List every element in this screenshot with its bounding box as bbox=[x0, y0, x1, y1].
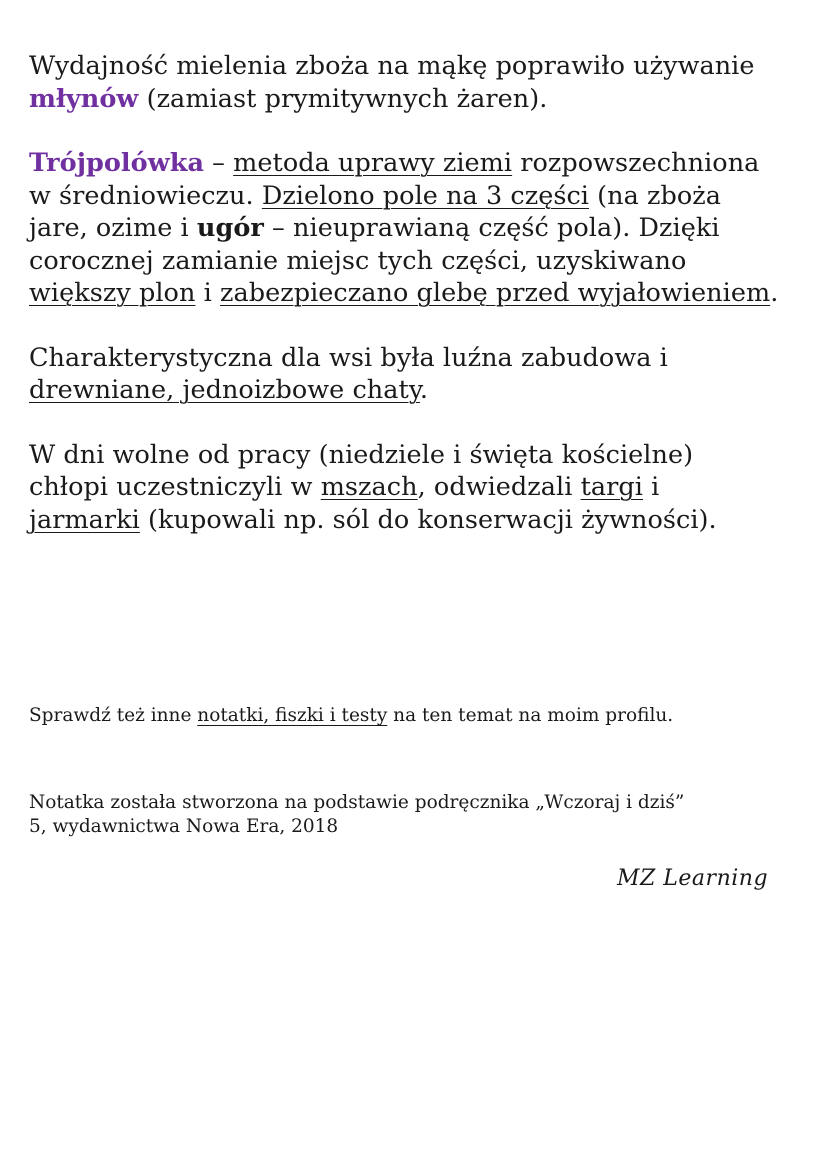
text-fragment: , odwiedzali bbox=[417, 472, 581, 502]
underlined-phrase: Dzielono pole na 3 części bbox=[261, 180, 590, 211]
term-fallow: ugór bbox=[196, 213, 264, 243]
text-fragment: i bbox=[642, 472, 660, 502]
paragraph-three-field-line-3 bbox=[29, 212, 799, 245]
text-fragment: corocznej zamianie miejsc tych części, uzyskiwano bbox=[29, 245, 687, 276]
paragraph-village bbox=[29, 342, 799, 407]
text-fragment: – nieuprawianą część pola). Dzięki bbox=[263, 213, 720, 243]
paragraph-three-field bbox=[29, 147, 799, 310]
source-note-line-1: Notatka została stworzona na podstawie podręcznika „Wczoraj i dziś” bbox=[29, 792, 685, 813]
text-fragment: jare, ozime i bbox=[29, 213, 197, 243]
text-fragment: chłopi uczestniczyli w bbox=[29, 472, 321, 502]
text-fragment: w średniowieczu. bbox=[29, 180, 262, 211]
text-fragment: (kupowali np. sól do konserwacji żywności). bbox=[139, 504, 717, 535]
underlined-phrase: jarmarki bbox=[29, 504, 140, 535]
paragraph-mills-line-1 bbox=[29, 50, 799, 83]
text-fragment: i bbox=[195, 278, 220, 308]
underlined-phrase: metoda uprawy ziemi bbox=[233, 148, 513, 178]
paragraph-three-field-line-4 bbox=[29, 245, 799, 278]
underlined-phrase: drewniane, jednoizbowe chaty bbox=[29, 375, 420, 405]
text-fragment: W dni wolne od pracy (niedziele i święta kościelne) bbox=[29, 439, 694, 470]
paragraph-village-line-1 bbox=[29, 342, 799, 375]
underlined-phrase: targi bbox=[580, 472, 643, 502]
dash: – bbox=[204, 148, 234, 178]
paragraph-free-days-line-3 bbox=[29, 504, 799, 537]
profile-note bbox=[29, 704, 673, 728]
text-fragment: Charakterystyczna dla wsi była luźna zabudowa i bbox=[29, 342, 668, 373]
underlined-phrase: większy plon bbox=[29, 278, 196, 308]
text-fragment: . bbox=[419, 375, 429, 405]
paragraph-free-days bbox=[29, 439, 799, 537]
paragraph-free-days-line-1 bbox=[29, 439, 799, 472]
paragraph-mills bbox=[29, 50, 799, 115]
term-mills: młynów bbox=[29, 83, 139, 114]
paragraph-village-line-2 bbox=[29, 374, 799, 407]
note-content bbox=[29, 50, 799, 568]
profile-note-link[interactable]: notatki, fiszki i testy bbox=[197, 705, 388, 726]
signature: MZ Learning bbox=[617, 866, 769, 891]
paragraph-mills-lead: Wydajność mielenia zboża na mąkę poprawiło używanie bbox=[29, 51, 755, 81]
paragraph-three-field-line-2 bbox=[29, 180, 799, 213]
paragraph-mills-rest: (zamiast prymitywnych żaren). bbox=[138, 83, 548, 114]
profile-note-text: Sprawdź też inne bbox=[29, 705, 198, 726]
profile-note-text: na ten temat na moim profilu. bbox=[387, 705, 674, 726]
text-fragment: (na zboża bbox=[589, 180, 722, 211]
paragraph-free-days-line-2 bbox=[29, 471, 799, 504]
paragraph-three-field-line-5 bbox=[29, 277, 799, 310]
source-note-line-2: 5, wydawnictwa Nowa Era, 2018 bbox=[29, 816, 339, 837]
paragraph-three-field-line-1 bbox=[29, 147, 799, 180]
underlined-phrase: mszach bbox=[320, 472, 418, 502]
underlined-phrase: zabezpieczano glebę przed wyjałowieniem bbox=[219, 278, 771, 308]
text-fragment: . bbox=[770, 278, 779, 308]
paragraph-mills-line-2 bbox=[29, 83, 799, 116]
term-three-field: Trójpolówka bbox=[29, 148, 205, 178]
text-fragment: rozpowszechniona bbox=[512, 148, 760, 178]
source-note bbox=[29, 791, 684, 839]
